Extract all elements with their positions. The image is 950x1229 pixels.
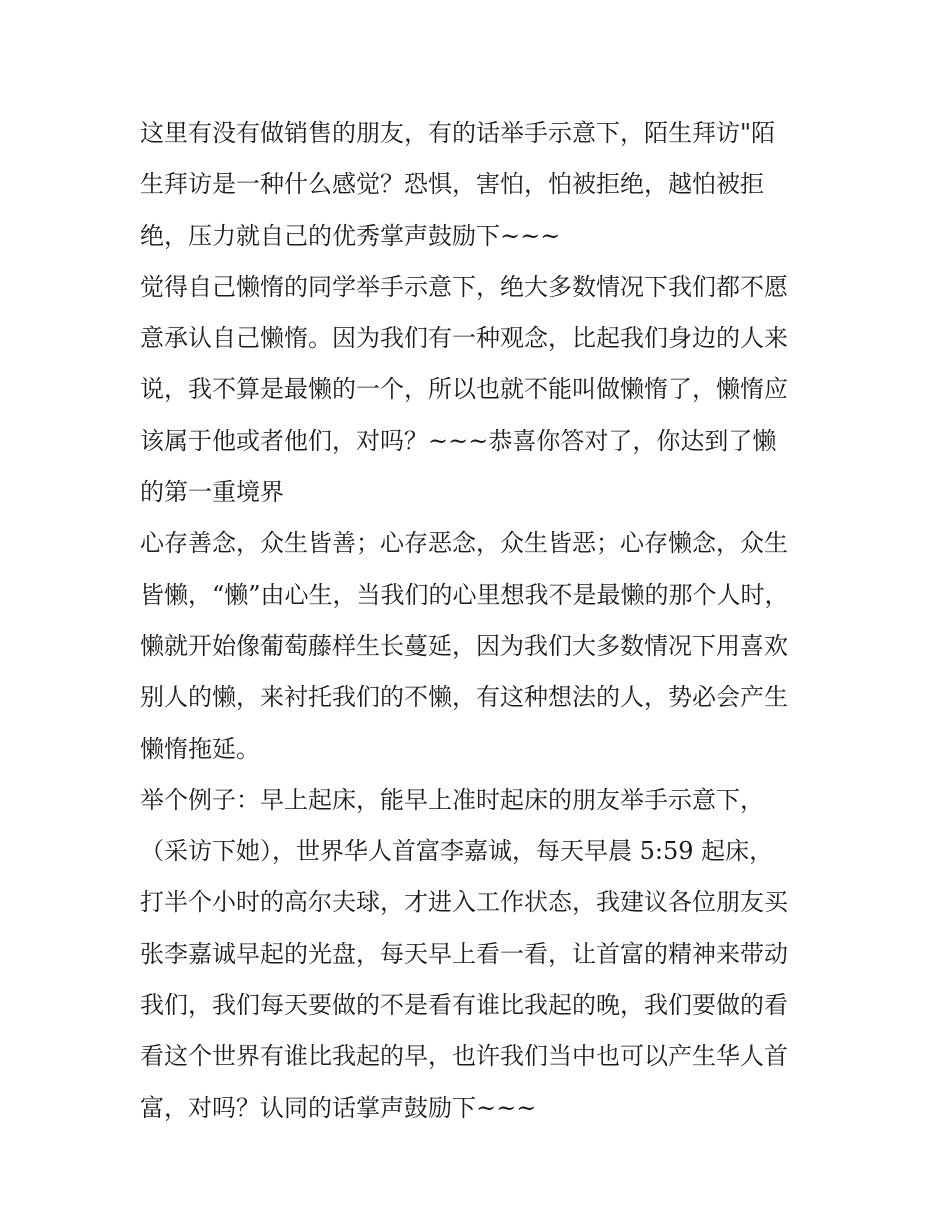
text-line: 张李嘉诚早起的光盘，每天早上看一看，让首富的精神来带动 <box>140 939 788 968</box>
text-line: 心存善念，众生皆善；心存恶念，众生皆恶；心存懒念，众生 <box>140 529 788 558</box>
text-line: 该属于他或者他们，对吗？~~~恭喜你答对了，你达到了懒 <box>140 426 777 455</box>
text-line: 这里有没有做销售的朋友，有的话举手示意下，陌生拜访"陌 <box>140 119 776 147</box>
text-line: 懒就开始像葡萄藤样生长蔓延，因为我们大多数情况下用喜欢 <box>140 631 788 660</box>
text-line: 觉得自己懒惰的同学举手示意下，绝大多数情况下我们都不愿 <box>140 272 788 301</box>
text-line: 意承认自己懒惰。因为我们有一种观念，比起我们身边的人来 <box>140 324 788 353</box>
paragraph-mindset <box>140 518 812 774</box>
text-line: 懒惰拖延。 <box>140 734 260 763</box>
text-line: （采访下她），世界华人首富李嘉诚，每天早晨 5:59 起床， <box>140 837 774 866</box>
text-line: 生拜访是一种什么感觉？恐惧，害怕，怕被拒绝，越怕被拒 <box>140 170 764 199</box>
paragraph-example <box>140 775 812 1134</box>
paragraph-sales-visit <box>140 108 812 262</box>
text-line: 说，我不算是最懒的一个，所以也就不能叫做懒惰了，懒惰应 <box>140 375 788 404</box>
text-line: 的第一重境界 <box>140 478 284 507</box>
text-line: 举个例子：早上起床，能早上准时起床的朋友举手示意下， <box>140 785 764 814</box>
text-line: 看这个世界有谁比我起的早，也许我们当中也可以产生华人首 <box>140 1042 788 1071</box>
text-line: 皆懒，“懒”由心生，当我们的心里想我不是最懒的那个人时， <box>140 580 789 609</box>
text-line: 绝，压力就自己的优秀掌声鼓励下~~~ <box>140 221 561 250</box>
text-line: 别人的懒，来衬托我们的不懒，有这种想法的人，势必会产生 <box>140 683 788 712</box>
document-body <box>140 108 812 1134</box>
text-line: 我们，我们每天要做的不是看有谁比我起的晚，我们要做的看 <box>140 991 788 1020</box>
paragraph-laziness <box>140 262 812 518</box>
text-line: 富，对吗？认同的话掌声鼓励下~~~ <box>140 1093 537 1122</box>
text-line: 打半个小时的高尔夫球，才进入工作状态，我建议各位朋友买 <box>140 888 788 917</box>
